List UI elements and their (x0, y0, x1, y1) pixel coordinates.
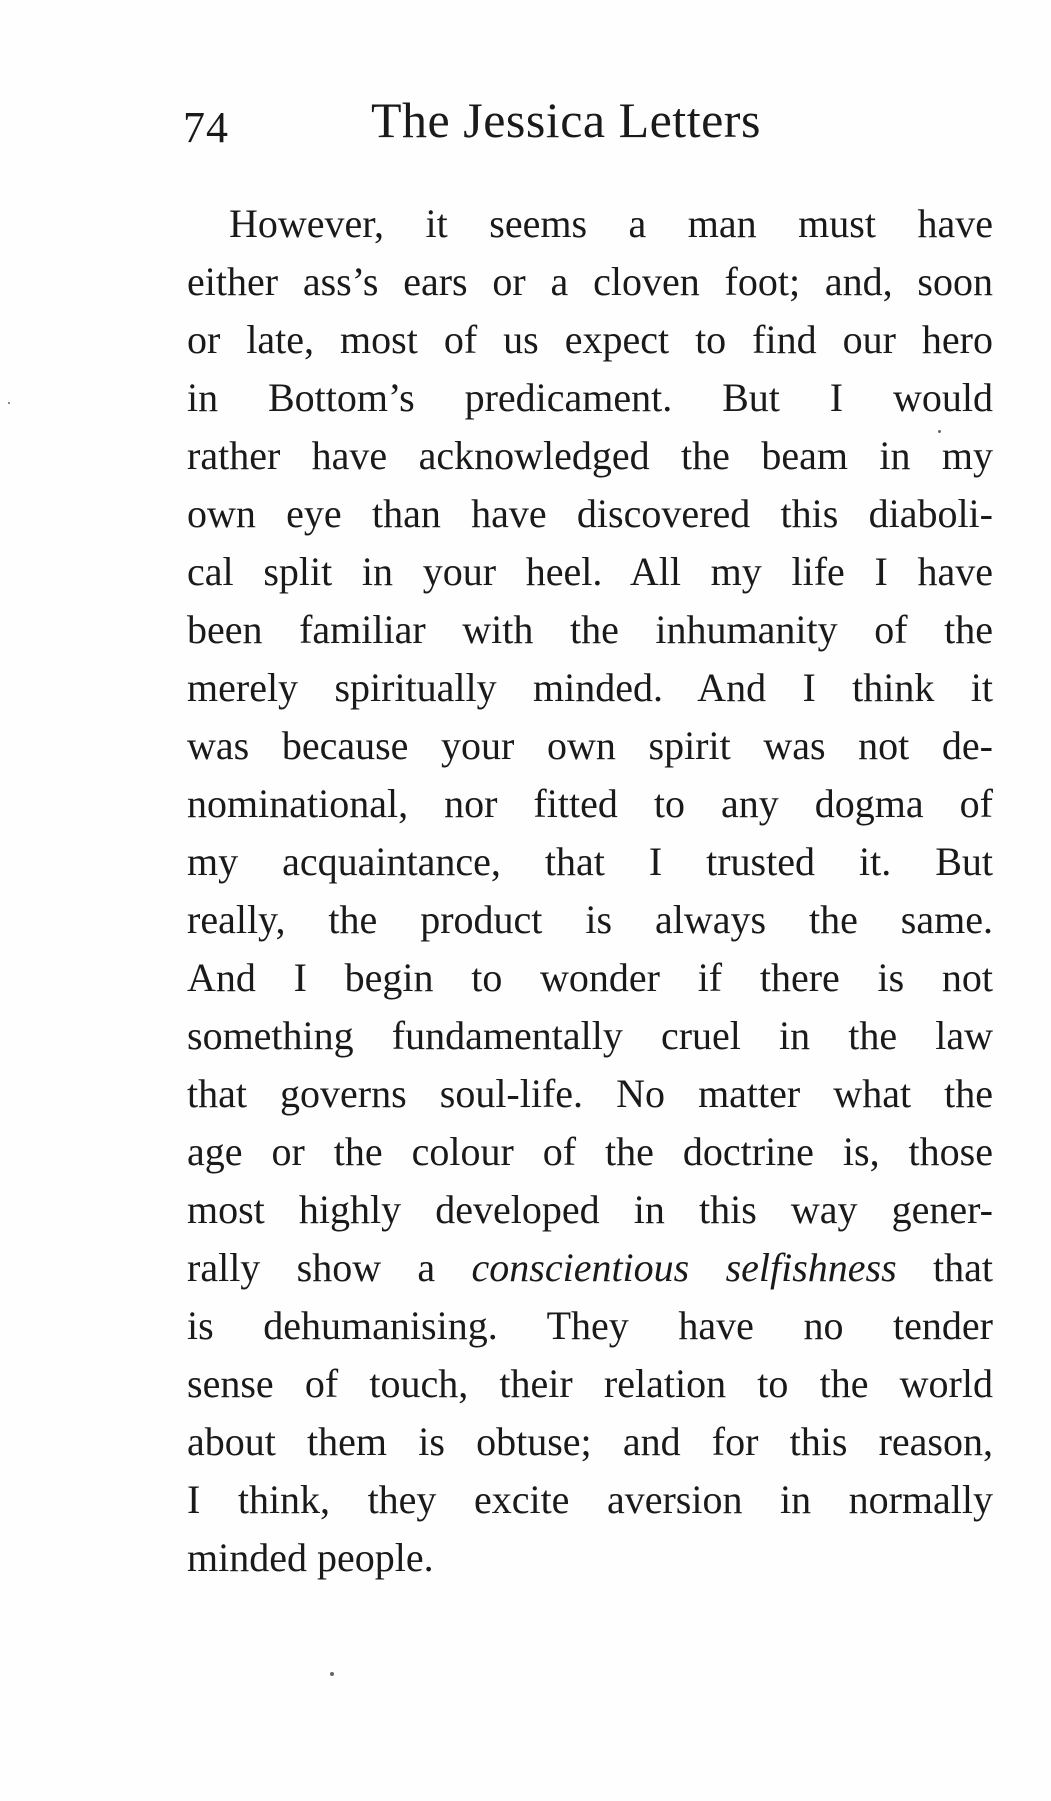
text-line-italic-phrase (187, 1239, 993, 1297)
line-start: rally show a (187, 1245, 436, 1290)
text-line: about them is obtuse; and for this reason, (187, 1419, 993, 1464)
text-line: been familiar with the inhumanity of the (187, 607, 993, 652)
italic-phrase: conscientious selfishness (471, 1245, 897, 1290)
paper-speck (938, 430, 941, 433)
text-line: is dehumanising. They have no tender (187, 1303, 993, 1348)
paper-speck (330, 1672, 334, 1676)
line-end: that (933, 1245, 993, 1290)
text-line: nominational, nor fitted to any dogma of (187, 781, 993, 826)
text-line: And I begin to wonder if there is not (187, 955, 993, 1000)
text-line: either ass’s ears or a cloven foot; and, soon (187, 259, 993, 304)
text-line: sense of touch, their relation to the world (187, 1361, 993, 1406)
text-line: in Bottom’s predicament. But I would (187, 375, 993, 420)
text-line: own eye than have discovered this diaboli- (187, 491, 993, 536)
text-line: age or the colour of the doctrine is, those (187, 1129, 993, 1174)
body-text (187, 195, 993, 1587)
text-line: really, the product is always the same. (187, 897, 993, 942)
text-line: I think, they excite aversion in normally (187, 1477, 993, 1522)
text-line: my acquaintance, that I trusted it. But (187, 839, 993, 884)
text-line: was because your own spirit was not de- (187, 723, 993, 768)
text-line: or late, most of us expect to find our hero (187, 317, 993, 362)
text-line: cal split in your heel. All my life I have (187, 549, 993, 594)
text-line: that governs soul-life. No matter what the (187, 1071, 993, 1116)
text-line: something fundamentally cruel in the law (187, 1013, 993, 1058)
page-number: 74 (183, 103, 229, 152)
text-line: most highly developed in this way gener- (187, 1187, 993, 1232)
text-line: merely spiritually minded. And I think it (187, 665, 993, 710)
running-title: The Jessica Letters (371, 92, 761, 148)
text-line: minded people. (187, 1535, 434, 1580)
paper-speck (8, 402, 10, 404)
page-header (183, 88, 823, 158)
text-line: However, it seems a man must have (229, 201, 993, 246)
text-line: rather have acknowledged the beam in my (187, 433, 993, 478)
